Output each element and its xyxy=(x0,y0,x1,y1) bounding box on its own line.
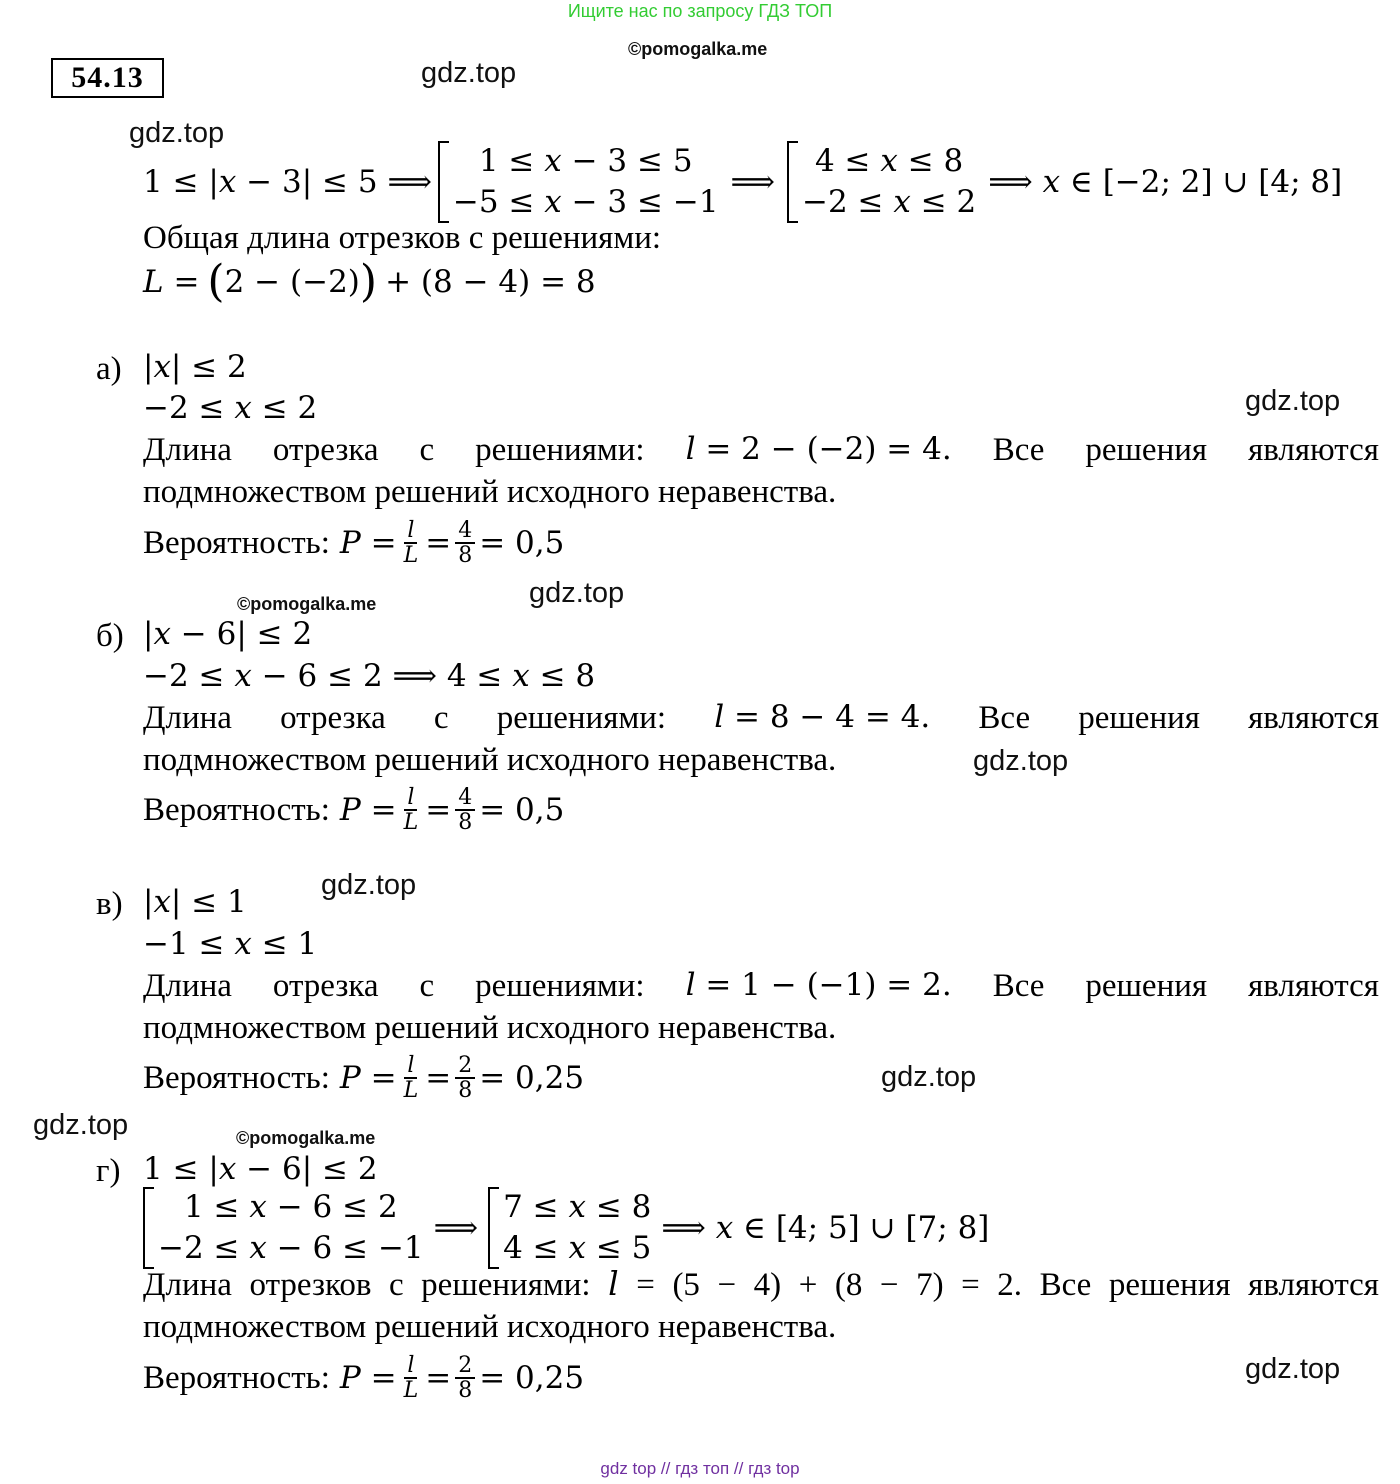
system-row: −2 ≤ 𝑥 − 6 ≤ −1 xyxy=(158,1230,424,1266)
gdz-watermark: gdz.top xyxy=(529,577,625,609)
paren: ) xyxy=(359,256,378,307)
length-formula: 𝑙 = 1 − (−1) = 2. xyxy=(685,967,952,1003)
word: решениями: xyxy=(496,700,667,736)
bracket xyxy=(787,141,798,223)
formula-part: 𝐿 = xyxy=(143,263,200,300)
system-row: −5 ≤ 𝑥 − 3 ≤ −1 xyxy=(452,184,719,220)
part-g-length-line: Длина отрезков с решениями: 𝑙 = (5 − 4) + (8 − 7) = 2. Все решения являются xyxy=(143,1267,1379,1303)
word: Все xyxy=(992,432,1045,468)
probability-label: Вероятность: xyxy=(143,1359,330,1396)
part-a-length-line xyxy=(143,431,1379,468)
bracket xyxy=(143,1187,154,1269)
pomogalka-watermark: ©pomogalka.me xyxy=(236,1128,376,1148)
intro-system-1 xyxy=(438,141,719,223)
word: решениями: xyxy=(475,968,645,1004)
part-g-result: ⟹ 𝑥 ∈ [4; 5] ∪ [7; 8] xyxy=(661,1209,990,1246)
system-row: −2 ≤ 𝑥 ≤ 2 xyxy=(802,184,977,220)
bracket xyxy=(438,141,449,223)
word: отрезка xyxy=(272,968,379,1004)
equals: = xyxy=(425,524,452,561)
word: отрезка xyxy=(272,432,379,468)
part-a-solution: −2 ≤ 𝑥 ≤ 2 xyxy=(143,390,318,426)
probability-label: Вероятность: xyxy=(143,791,330,828)
formula-part: + (8 − 4) = 8 xyxy=(385,263,596,300)
fraction-value: $\frac{2}{8}$ xyxy=(455,1054,475,1102)
fraction-l-over-L: $\frac{\text{𝑙}}{\text{𝐿}}$ xyxy=(403,517,419,568)
fraction-value: $\frac{2}{8}$ xyxy=(455,1354,475,1402)
part-v-label: в) xyxy=(96,886,123,922)
gdz-watermark: gdz.top xyxy=(321,869,417,901)
arrow: ⟹ xyxy=(730,163,775,200)
intro-equation xyxy=(143,139,1342,225)
word: решения xyxy=(1078,700,1200,736)
word: решения xyxy=(1085,432,1208,468)
word: Длина xyxy=(143,432,232,468)
part-v-length-line xyxy=(143,967,1379,1004)
system-row: 1 ≤ 𝑥 − 3 ≤ 5 xyxy=(478,143,693,180)
problem-number-box xyxy=(51,58,164,98)
fraction-l-over-L: $\frac{\text{𝑙}}{\text{𝐿}}$ xyxy=(403,1352,419,1403)
system-row: 7 ≤ 𝑥 ≤ 8 xyxy=(503,1189,652,1226)
gdz-watermark: gdz.top xyxy=(973,745,1069,777)
formula-part: 2 − (−2) xyxy=(224,263,360,300)
gdz-watermark: gdz.top xyxy=(33,1109,129,1141)
part-g-systems xyxy=(143,1188,989,1268)
probability-label: Вероятность: xyxy=(143,1059,330,1096)
part-g-system-2 xyxy=(488,1187,651,1269)
word: с xyxy=(433,700,449,736)
problem-number: 54.13 xyxy=(71,61,144,94)
part-g-system-1 xyxy=(143,1187,424,1269)
part-b-subset: подмножеством решений исходного неравенства. xyxy=(143,742,837,778)
gdz-watermark: gdz.top xyxy=(881,1061,977,1093)
part-a-label: а) xyxy=(96,351,122,387)
fraction-value: $\frac{4}{8}$ xyxy=(455,519,475,567)
part-v-inequality: |𝑥| ≤ 1 xyxy=(143,884,247,920)
fraction-l-over-L: $\frac{\text{𝑙}}{\text{𝐿}}$ xyxy=(403,784,419,835)
part-v-probability xyxy=(143,1047,584,1109)
part-b-solution: −2 ≤ 𝑥 − 6 ≤ 2 ⟹ 4 ≤ 𝑥 ≤ 8 xyxy=(143,658,596,694)
system-row: 4 ≤ 𝑥 ≤ 5 xyxy=(503,1230,652,1266)
part-g-subset: подмножеством решений исходного неравенства. xyxy=(143,1309,837,1345)
word: Все xyxy=(992,968,1045,1004)
word: отрезка xyxy=(280,700,386,736)
pomogalka-watermark: ©pomogalka.me xyxy=(237,594,377,614)
copyright-watermark: ©pomogalka.me xyxy=(628,39,768,59)
probability-symbol: 𝑃 = xyxy=(339,1359,397,1396)
top-search-link[interactable]: Ищите нас по запросу ГДЗ ТОП xyxy=(567,1,833,21)
length-formula: 𝑙 = 8 − 4 = 4. xyxy=(714,699,931,735)
part-v-solution: −1 ≤ 𝑥 ≤ 1 xyxy=(143,926,318,962)
equals: = xyxy=(425,1059,452,1096)
system-row: 4 ≤ 𝑥 ≤ 8 xyxy=(814,143,964,180)
paren: ( xyxy=(207,256,225,307)
part-a-probability xyxy=(143,512,564,574)
footer-links[interactable]: gdz top // гдз топ // гдз top xyxy=(600,1459,800,1478)
word: с xyxy=(419,432,435,468)
total-length-text: Общая длина отрезков с решениями: xyxy=(143,220,662,256)
equals: = xyxy=(425,1359,452,1396)
gdz-watermark: gdz.top xyxy=(1245,1353,1341,1385)
word: являются xyxy=(1248,432,1379,468)
part-a-subset: подмножеством решений исходного неравенства. xyxy=(143,474,837,510)
probability-result: = 0,5 xyxy=(479,524,565,561)
word: являются xyxy=(1248,968,1379,1004)
probability-symbol: 𝑃 = xyxy=(339,524,397,561)
system-row: 1 ≤ 𝑥 − 6 ≤ 2 xyxy=(183,1189,398,1226)
probability-result: = 0,25 xyxy=(479,1359,585,1396)
part-g-probability xyxy=(143,1347,584,1409)
probability-result: = 0,5 xyxy=(479,791,565,828)
length-formula: 𝑙 = 2 − (−2) = 4. xyxy=(685,431,952,467)
equals: = xyxy=(425,791,452,828)
intro-system-2 xyxy=(787,141,976,223)
part-v-subset: подмножеством решений исходного неравенства. xyxy=(143,1010,837,1046)
word: являются xyxy=(1248,700,1379,736)
probability-symbol: 𝑃 = xyxy=(339,791,397,828)
word: с xyxy=(419,968,435,1004)
part-b-length-line xyxy=(143,699,1379,736)
gdz-watermark: gdz.top xyxy=(421,57,517,89)
probability-symbol: 𝑃 = xyxy=(339,1059,397,1096)
part-b-probability xyxy=(143,779,564,841)
bracket xyxy=(488,1187,499,1269)
part-a-inequality: |𝑥| ≤ 2 xyxy=(143,349,247,385)
gdz-watermark: gdz.top xyxy=(129,117,225,149)
intro-result: ⟹ 𝑥 ∈ [−2; 2] ∪ [4; 8] xyxy=(988,163,1343,200)
part-b-label: б) xyxy=(96,618,124,654)
word: решениями: xyxy=(475,432,645,468)
part-b-inequality: |𝑥 − 6| ≤ 2 xyxy=(143,616,313,652)
part-g-label: г) xyxy=(96,1153,121,1189)
gdz-watermark: gdz.top xyxy=(1245,385,1341,417)
total-length-formula xyxy=(143,256,596,307)
fraction-value: $\frac{4}{8}$ xyxy=(455,786,475,834)
probability-label: Вероятность: xyxy=(143,524,330,561)
word: решения xyxy=(1085,968,1208,1004)
probability-result: = 0,25 xyxy=(479,1059,585,1096)
fraction-l-over-L: $\frac{\text{𝑙}}{\text{𝐿}}$ xyxy=(403,1052,419,1103)
arrow: ⟹ xyxy=(433,1209,479,1246)
word: Длина xyxy=(143,700,232,736)
word: Все xyxy=(978,700,1031,736)
intro-left: 1 ≤ |𝑥 − 3| ≤ 5 ⟹ xyxy=(143,163,432,200)
part-g-inequality: 1 ≤ |𝑥 − 6| ≤ 2 xyxy=(143,1151,378,1187)
word: Длина xyxy=(143,968,232,1004)
